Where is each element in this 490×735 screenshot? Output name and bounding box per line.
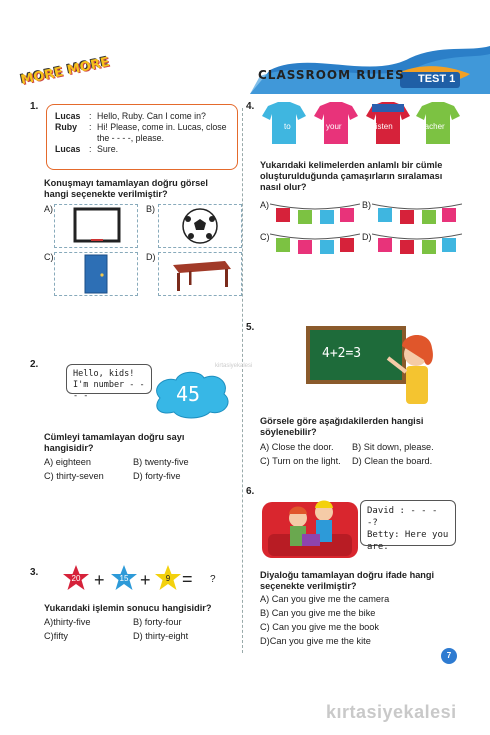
q1-number: 1.	[30, 101, 39, 112]
page-title: CLASSROOM RULES	[258, 68, 405, 82]
plus-sign-2: +	[140, 570, 151, 590]
q1-option-a-label: A)	[44, 204, 53, 214]
star-value-9: 9	[165, 574, 171, 583]
chalkboard-text: 4+2=3	[322, 346, 362, 361]
shirt-word-teacher: teacher	[418, 122, 445, 131]
q5-option-a[interactable]: A) Close the door.	[260, 442, 334, 452]
q5-option-b[interactable]: B) Sit down, please.	[352, 442, 434, 452]
q2-option-b[interactable]: B) twenty-five	[133, 457, 189, 467]
table-icon	[159, 253, 241, 295]
q5-chalkboard-scene	[304, 324, 454, 408]
q6-option-a[interactable]: A) Can you give me the camera	[260, 594, 390, 604]
q3-question: Yukarıdaki işlemin sonucu hangisidir?	[44, 603, 212, 613]
whiteboard-icon	[55, 205, 137, 247]
q6-bubble-line-2: Betty: Here you are.	[367, 530, 449, 552]
q6-speech-bubble	[360, 500, 456, 552]
q1-option-b-label: B)	[146, 204, 155, 214]
q3-option-b[interactable]: B) forty-four	[133, 617, 182, 627]
q5-number: 5.	[246, 322, 255, 333]
q5-option-d[interactable]: D) Clean the board.	[352, 456, 433, 466]
q5-question: Görsele göre aşağıdakilerden hangisi söylenebilir?	[260, 416, 424, 437]
q1-line-2: Hi! Please, come in. Lucas, close the - - - -, please.	[97, 122, 227, 143]
q6-bubble-line-1: David : - - - -?	[367, 506, 438, 528]
q1-question: Konuşmayı tamamlayan doğru görsel hangi seçenekte verilmiştir?	[44, 178, 208, 199]
q6-kids-scene	[258, 486, 362, 562]
q6-option-b[interactable]: B) Can you give me the bike	[260, 608, 376, 618]
q4-option-a[interactable]	[270, 200, 360, 228]
unknown-result: ?	[210, 574, 216, 585]
page-number: 7	[441, 648, 457, 664]
q6-option-c[interactable]: C) Can you give me the book	[260, 622, 379, 632]
q1-option-d-label: D)	[146, 252, 156, 262]
shirt-word-to: to	[284, 122, 291, 131]
shirt-word-listen: listen	[374, 122, 393, 131]
star-value-15: 15	[119, 574, 129, 583]
q1-speaker-1: Lucas	[55, 111, 81, 121]
q4-option-c[interactable]	[270, 230, 360, 258]
q1-line-1: Hello, Ruby. Can I come in?	[97, 111, 206, 121]
q2-number: 2.	[30, 359, 39, 370]
q1-speaker-3: Lucas	[55, 144, 81, 154]
watermark: kırtasiyekalesi	[326, 702, 457, 722]
q1-option-a[interactable]	[54, 204, 138, 248]
q3-option-a[interactable]: A)thirty-five	[44, 617, 91, 627]
q2-option-c[interactable]: C) thirty-seven	[44, 471, 104, 481]
q4-question: Yukarıdaki kelimelerden anlamlı bir cümle oluşturulduğunda çamaşırların sıralaması nasıl olur?	[260, 160, 443, 192]
q6-number: 6.	[246, 486, 255, 497]
q4-option-a-label: A)	[260, 200, 269, 210]
q5-option-c[interactable]: C) Turn on the light.	[260, 456, 341, 466]
q3-number: 3.	[30, 567, 39, 578]
q1-sep-3: :	[89, 144, 92, 154]
q1-option-c[interactable]	[54, 252, 138, 296]
test-badge: TEST 1	[418, 73, 456, 85]
q6-option-d[interactable]: D)Can you give me the kite	[260, 636, 371, 646]
q2-question: Cümleyi tamamlayan doğru sayı hangisidir?	[44, 432, 185, 453]
watermark-small: kirtasiyekalesi	[215, 363, 253, 369]
shirt-word-your: your	[326, 122, 342, 131]
q1-sep-2: :	[89, 122, 92, 132]
more-more-logo: MORE MORE	[19, 54, 111, 89]
q1-option-d[interactable]	[158, 252, 242, 296]
plus-sign-1: +	[94, 570, 105, 590]
q4-option-b[interactable]	[372, 200, 462, 228]
q4-number: 4.	[246, 101, 255, 112]
q3-option-d[interactable]: D) thirty-eight	[133, 631, 189, 641]
q3-option-c[interactable]: C)fifty	[44, 631, 68, 641]
q4-option-c-label: C)	[260, 232, 270, 242]
column-divider	[242, 108, 244, 653]
door-icon	[55, 253, 137, 295]
q1-sep-1: :	[89, 111, 92, 121]
q1-dialog-box	[46, 104, 238, 170]
star-value-20: 20	[71, 574, 81, 583]
q2-speech-bubble: Hello, kids! I'm number - - - -	[66, 364, 152, 394]
soccer-ball-icon	[159, 205, 241, 247]
q2-option-a[interactable]: A) eighteen	[44, 457, 91, 467]
q4-option-d[interactable]	[372, 230, 462, 258]
q6-question: Diyaloğu tamamlayan doğru ifade hangi seçenekte verilmiştir?	[260, 570, 435, 591]
q1-option-b[interactable]	[158, 204, 242, 248]
q1-line-3: Sure.	[97, 144, 119, 154]
q1-speaker-2: Ruby	[55, 122, 77, 132]
q4-option-d-label: D)	[362, 232, 372, 242]
q2-option-d[interactable]: D) forty-five	[133, 471, 181, 481]
equals-sign: =	[182, 569, 193, 589]
q2-number-45: 45	[176, 382, 201, 406]
q4-option-b-label: B)	[362, 200, 371, 210]
q1-option-c-label: C)	[44, 252, 54, 262]
